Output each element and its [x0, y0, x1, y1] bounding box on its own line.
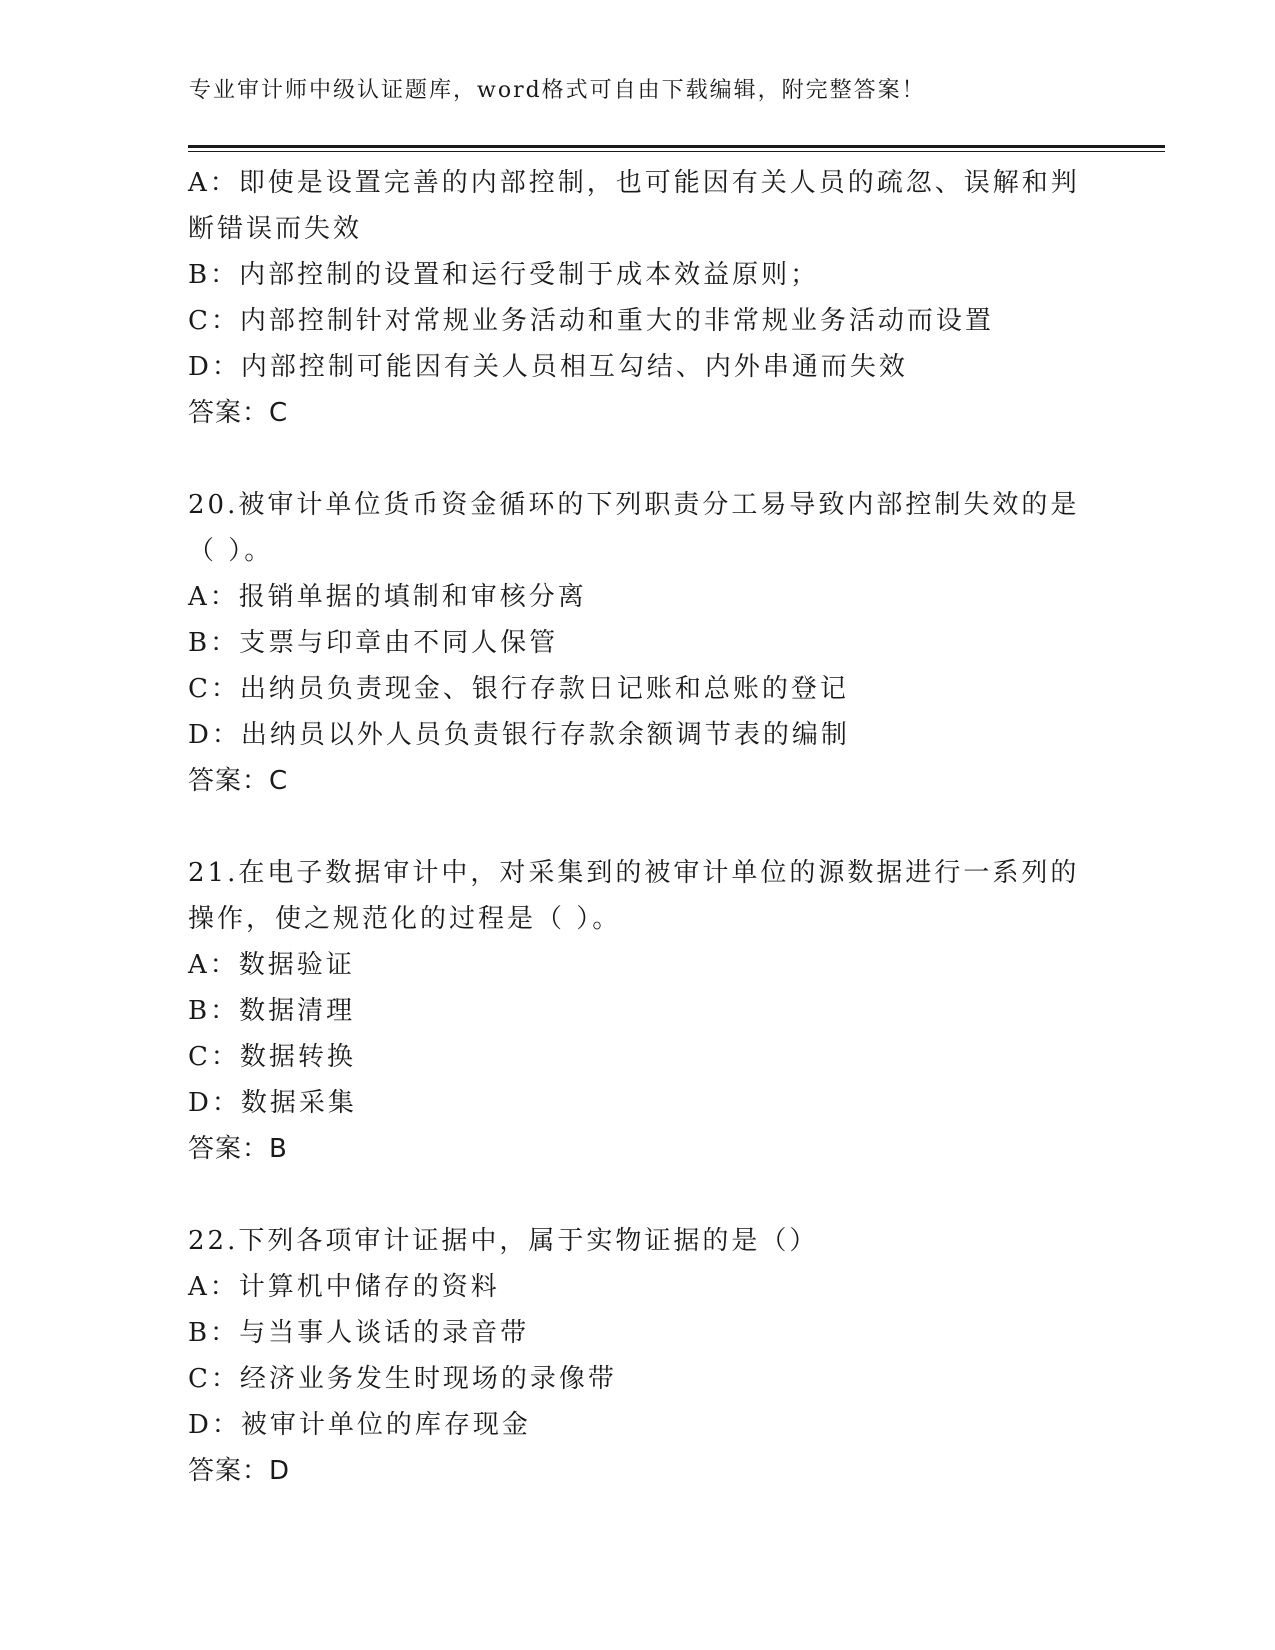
option-b: B：数据清理 [188, 996, 356, 1026]
question-22 [188, 1218, 1168, 1494]
question-list [188, 160, 1168, 1494]
option-a: A：数据验证 [188, 950, 355, 980]
answer: 答案：C [188, 398, 289, 428]
question-stem-line1: 22.下列各项审计证据中，属于实物证据的是（） [188, 1226, 819, 1256]
option-c: C：数据转换 [188, 1042, 356, 1072]
option-c: C：出纳员负责现金、银行存款日记账和总账的登记 [188, 674, 849, 704]
option-d: D：被审计单位的库存现金 [188, 1410, 531, 1440]
option-d: D：出纳员以外人员负责银行存款余额调节表的编制 [188, 720, 850, 750]
option-a: A：计算机中储存的资料 [188, 1272, 500, 1302]
answer: 答案：C [188, 766, 289, 796]
option-d: D：数据采集 [188, 1088, 357, 1118]
spacer [188, 1172, 1168, 1218]
question-stem-line1: 21.在电子数据审计中，对采集到的被审计单位的源数据进行一系列的 [188, 858, 1080, 888]
option-d: D：内部控制可能因有关人员相互勾结、内外串通而失效 [188, 352, 908, 382]
header-rule-thick [188, 145, 1165, 148]
option-a-line2: 断错误而失效 [188, 214, 363, 244]
option-b: B：内部控制的设置和运行受制于成本效益原则； [188, 260, 820, 290]
question-21 [188, 850, 1168, 1172]
option-c: C：经济业务发生时现场的录像带 [188, 1364, 617, 1394]
question-stem-line1: 20.被审计单位货币资金循环的下列职责分工易导致内部控制失效的是 [188, 490, 1080, 520]
answer: 答案：B [188, 1134, 288, 1164]
spacer [188, 436, 1168, 482]
option-b: B：与当事人谈话的录音带 [188, 1318, 530, 1348]
question-stem-line2: （ ）。 [188, 536, 274, 566]
option-a-line1: A：即使是设置完善的内部控制，也可能因有关人员的疏忽、误解和判 [188, 168, 1080, 198]
question-19-fragment [188, 160, 1168, 436]
option-c: C：内部控制针对常规业务活动和重大的非常规业务活动而设置 [188, 306, 994, 336]
spacer [188, 804, 1168, 850]
question-stem-line2: 操作，使之规范化的过程是（ ）。 [188, 904, 622, 934]
header-rule-thin [188, 151, 1165, 152]
option-a: A：报销单据的填制和审核分离 [188, 582, 587, 612]
page-header: 专业审计师中级认证题库，word格式可自由下载编辑，附完整答案！ [189, 78, 926, 103]
option-b: B：支票与印章由不同人保管 [188, 628, 559, 658]
answer: 答案：D [188, 1456, 291, 1486]
question-20 [188, 482, 1168, 804]
